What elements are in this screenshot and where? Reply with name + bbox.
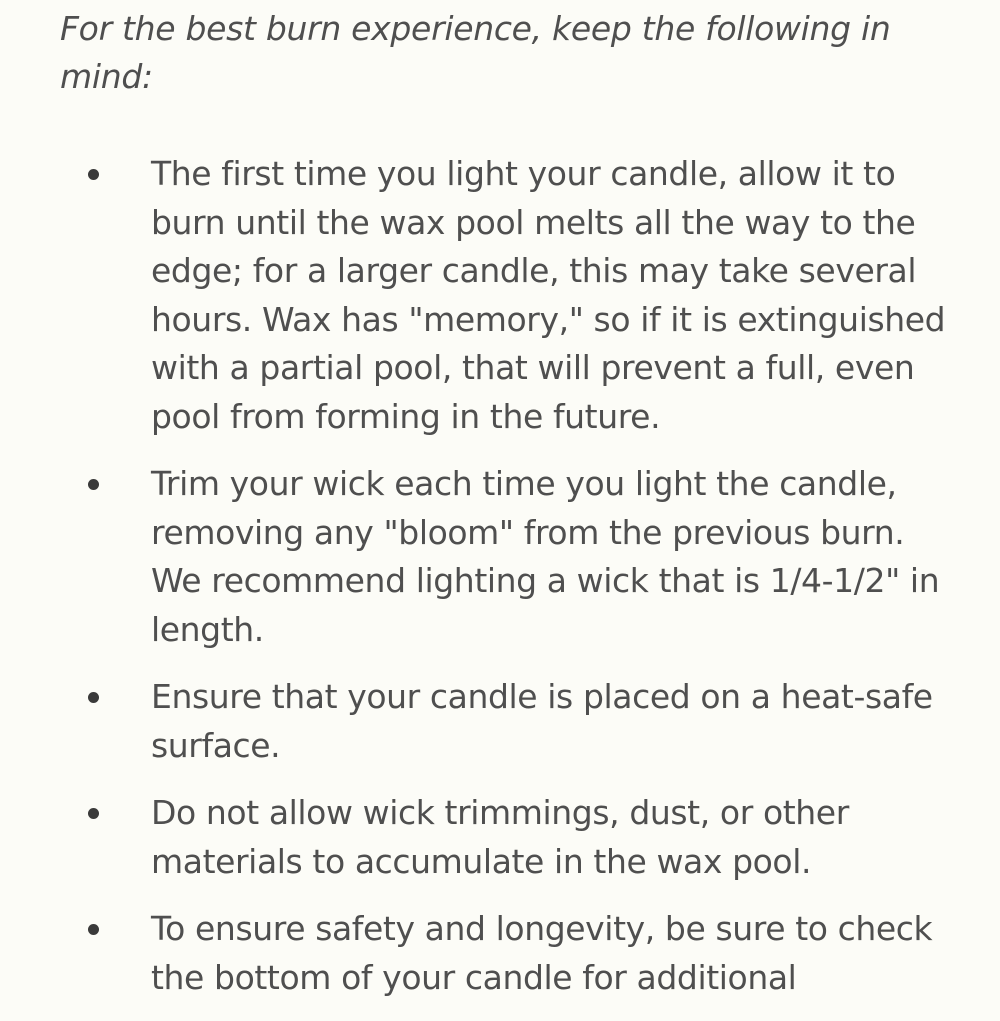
list-item xyxy=(60,460,950,654)
care-instructions xyxy=(60,0,950,1021)
list-item xyxy=(60,905,950,1002)
tip-text: Trim your wick each time you light the candle, removing any "bloom" from the previous burn. We recommend lighting a wick that is 1/4-1/2" in length. xyxy=(151,464,940,649)
tip-text: The first time you light your candle, allow it to burn until the wax pool melts all the way to the edge; for a larger candle, this may take several hours. Wax has "memory," so if it is extinguished with a partial pool, that will prevent a full, even pool from forming in the future. xyxy=(151,154,946,436)
list-item xyxy=(60,673,950,770)
list-item xyxy=(60,150,950,441)
bullet-icon xyxy=(88,808,99,819)
tip-text: To ensure safety and longevity, be sure to check the bottom of your candle for additional xyxy=(151,909,933,997)
bullet-icon xyxy=(88,924,99,935)
bullet-icon xyxy=(88,692,99,703)
list-item xyxy=(60,789,950,886)
intro-text: For the best burn experience, keep the following in mind: xyxy=(60,9,891,96)
bullet-icon xyxy=(88,169,99,180)
tip-text: Ensure that your candle is placed on a heat-safe surface. xyxy=(151,677,933,765)
bullet-icon xyxy=(88,479,99,490)
tips-list xyxy=(60,150,950,1002)
tip-text: Do not allow wick trimmings, dust, or other materials to accumulate in the wax pool. xyxy=(151,793,849,881)
